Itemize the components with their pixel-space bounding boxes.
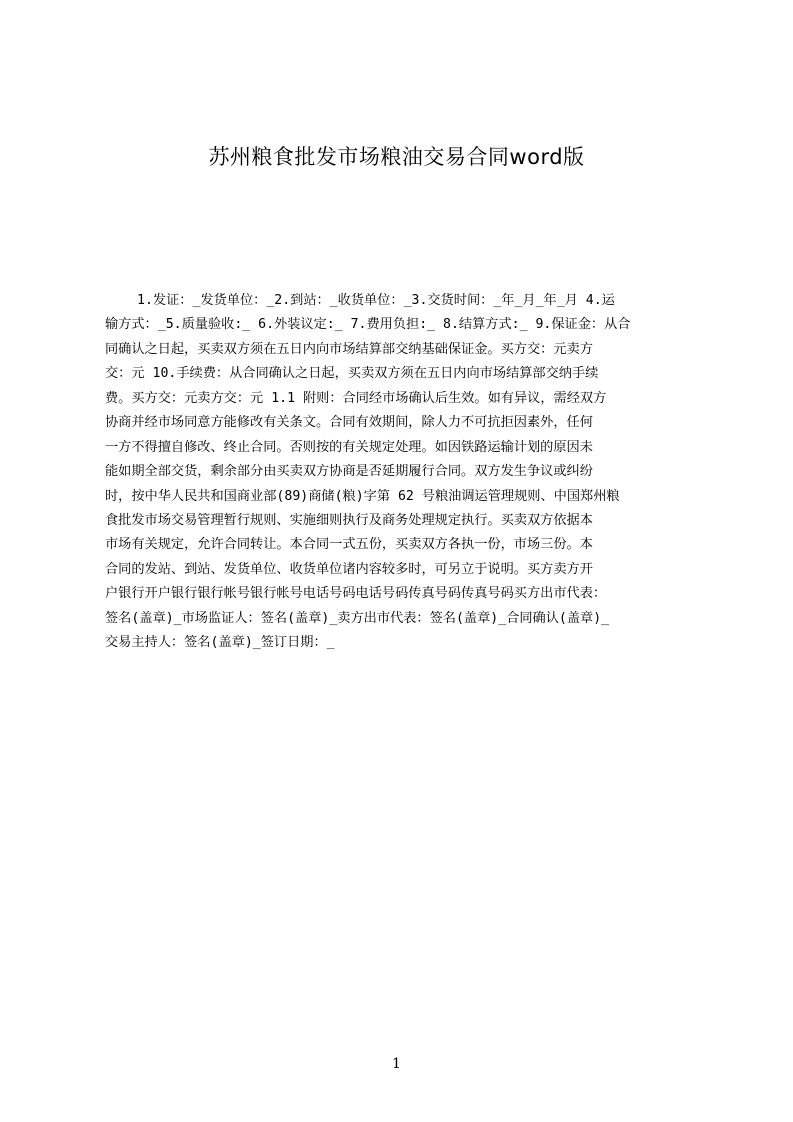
body-line-6: 协商并经市场同意方能修改有关条文。合同有效期间，除人力不可抗拒因素外，任何 [105,415,593,431]
body-line-7: 一方不得擅自修改、终止合同。否则按的有关规定处理。如因铁路运输计划的原因未 [105,439,593,455]
body-line-15: 交易主持人：签名(盖章)_签订日期：_ [105,635,335,651]
page-number: 1 [392,1056,401,1072]
body-line-11: 市场有关规定，允许合同转让。本合同一式五份，买卖双方各执一份，市场三份。本 [105,537,593,553]
body-line-3: 同确认之日起，买卖双方须在五日内向市场结算部交纳基础保证金。买方交：元卖方 [105,341,593,357]
body-line-13: 户银行开户银行银行帐号银行帐号电话号码电话号码传真号码传真号码买方出市代表： [105,586,607,602]
body-line-4: 交：元 10.手续费：从合同确认之日起，买卖双方须在五日内向市场结算部交纳手续 [105,366,599,382]
body-line-5: 费。买方交：元卖方交：元 1.1 附则：合同经市场确认后生效。如有异议，需经双方 [105,390,607,406]
body-line-2: 输方式：_5.质量验收:_ 6.外装议定:_ 7.费用负担:_ 8.结算方式:_ 9.保证金：从合 [105,317,631,333]
body-line-14: 签名(盖章)_市场监证人：签名(盖章)_卖方出市代表：签名(盖章)_合同确认(盖章)_ [105,610,610,626]
body-line-1: 1.发证：_发货单位：_2.到站：_收货单位：_3.交货时间：_年_月_年_月 4.运 [137,293,615,308]
body-line-9: 时，按中华人民共和国商业部(89)商储(粮)字第 62 号粮油调运管理规则、中国郑州粮 [105,488,620,504]
body-line-12: 合同的发站、到站、发货单位、收货单位诸内容较多时，可另立于说明。买方卖方开 [105,561,593,577]
document-title: 苏州粮食批发市场粮油交易合同word版 [208,145,585,169]
contract-body [105,289,698,656]
body-line-10: 食批发市场交易管理暂行规则、实施细则执行及商务处理规定执行。买卖双方依据本 [105,512,593,528]
body-line-8: 能如期全部交货，剩余部分由买卖双方协商是否延期履行合同。双方发生争议或纠纷 [105,464,593,480]
